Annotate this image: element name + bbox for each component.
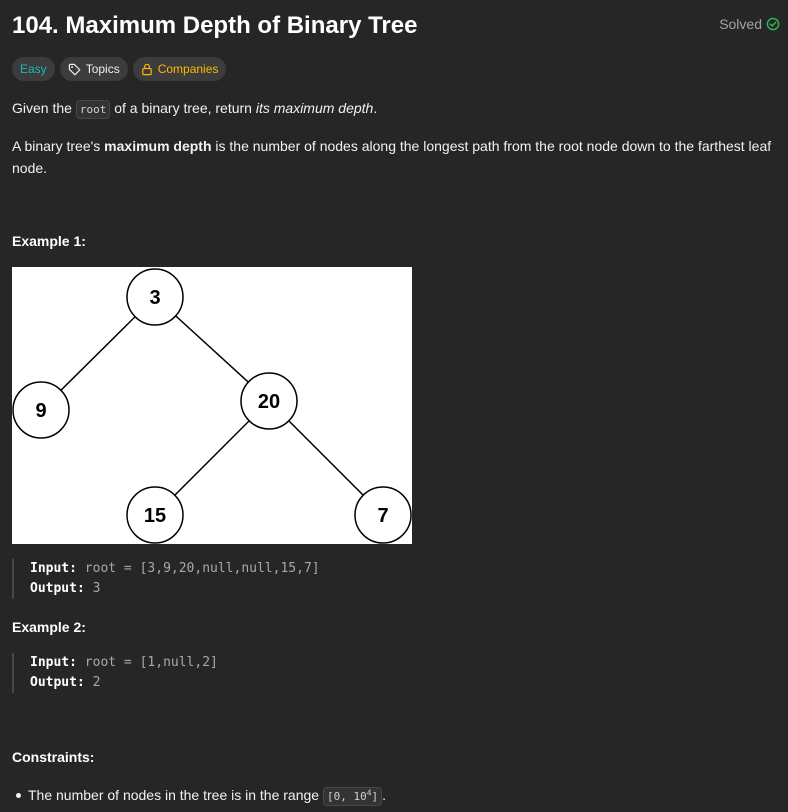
inline-code-range — [323, 787, 382, 806]
example-2-output — [30, 673, 218, 693]
tree-node-label: 9 — [35, 400, 47, 422]
constraints-heading: Constraints: — [12, 749, 95, 765]
output-value: 3 — [92, 581, 101, 596]
example-1-output — [30, 579, 320, 599]
tree-node-label: 20 — [257, 391, 281, 413]
description-paragraph-2 — [12, 135, 782, 179]
difficulty-label: Easy — [20, 62, 47, 76]
input-value: root = [3,9,20,null,null,15,7] — [84, 561, 320, 576]
companies-label: Companies — [157, 62, 219, 76]
code-text: ] — [371, 790, 379, 803]
tree-node-label: 15 — [143, 505, 167, 527]
tag-bar — [12, 57, 226, 81]
tree-node-label: 3 — [149, 287, 161, 309]
constraint-text: . — [382, 787, 387, 803]
lock-icon — [141, 63, 153, 76]
code-superscript: 4 — [366, 788, 372, 798]
tree-node-label: 7 — [377, 505, 389, 527]
tag-icon — [68, 63, 81, 76]
difficulty-badge[interactable] — [12, 57, 55, 81]
code-text: [0, 10 — [326, 790, 367, 803]
example-1-io-block — [12, 559, 320, 599]
desc-text: Given the — [12, 100, 76, 116]
output-value: 2 — [92, 675, 101, 690]
input-value: root = [1,null,2] — [84, 655, 218, 670]
output-label: Output: — [30, 581, 85, 596]
example-1-input — [30, 559, 320, 579]
desc-text: A binary tree's — [12, 138, 105, 154]
example-1-heading: Example 1: — [12, 233, 86, 249]
description-paragraph-1 — [12, 98, 782, 120]
check-circle-icon — [766, 17, 780, 31]
desc-strong: maximum depth — [104, 138, 212, 154]
output-label: Output: — [30, 675, 85, 690]
constraint-item — [12, 785, 386, 807]
constraints-list — [12, 785, 386, 807]
input-label: Input: — [30, 655, 77, 670]
desc-emphasis: its maximum depth — [255, 100, 374, 116]
constraint-text: The number of nodes in the tree is in the range — [28, 787, 323, 803]
topics-label: Topics — [85, 62, 120, 76]
solved-status — [719, 16, 780, 32]
desc-text: is the number of nodes along the longest path from the root node down to the farthest leaf node. — [12, 138, 772, 176]
solved-label: Solved — [719, 16, 762, 32]
topics-button[interactable] — [60, 57, 128, 81]
example-2-io-block — [12, 653, 218, 693]
problem-title: 104. Maximum Depth of Binary Tree — [12, 12, 418, 39]
example-1-tree-diagram — [12, 267, 412, 544]
example-2-input — [30, 653, 218, 673]
companies-button[interactable] — [133, 57, 227, 81]
desc-text: . — [373, 100, 378, 116]
desc-text: of a binary tree, return — [110, 100, 256, 116]
input-label: Input: — [30, 561, 77, 576]
inline-code-root: root — [76, 100, 111, 119]
example-2-heading: Example 2: — [12, 619, 86, 635]
